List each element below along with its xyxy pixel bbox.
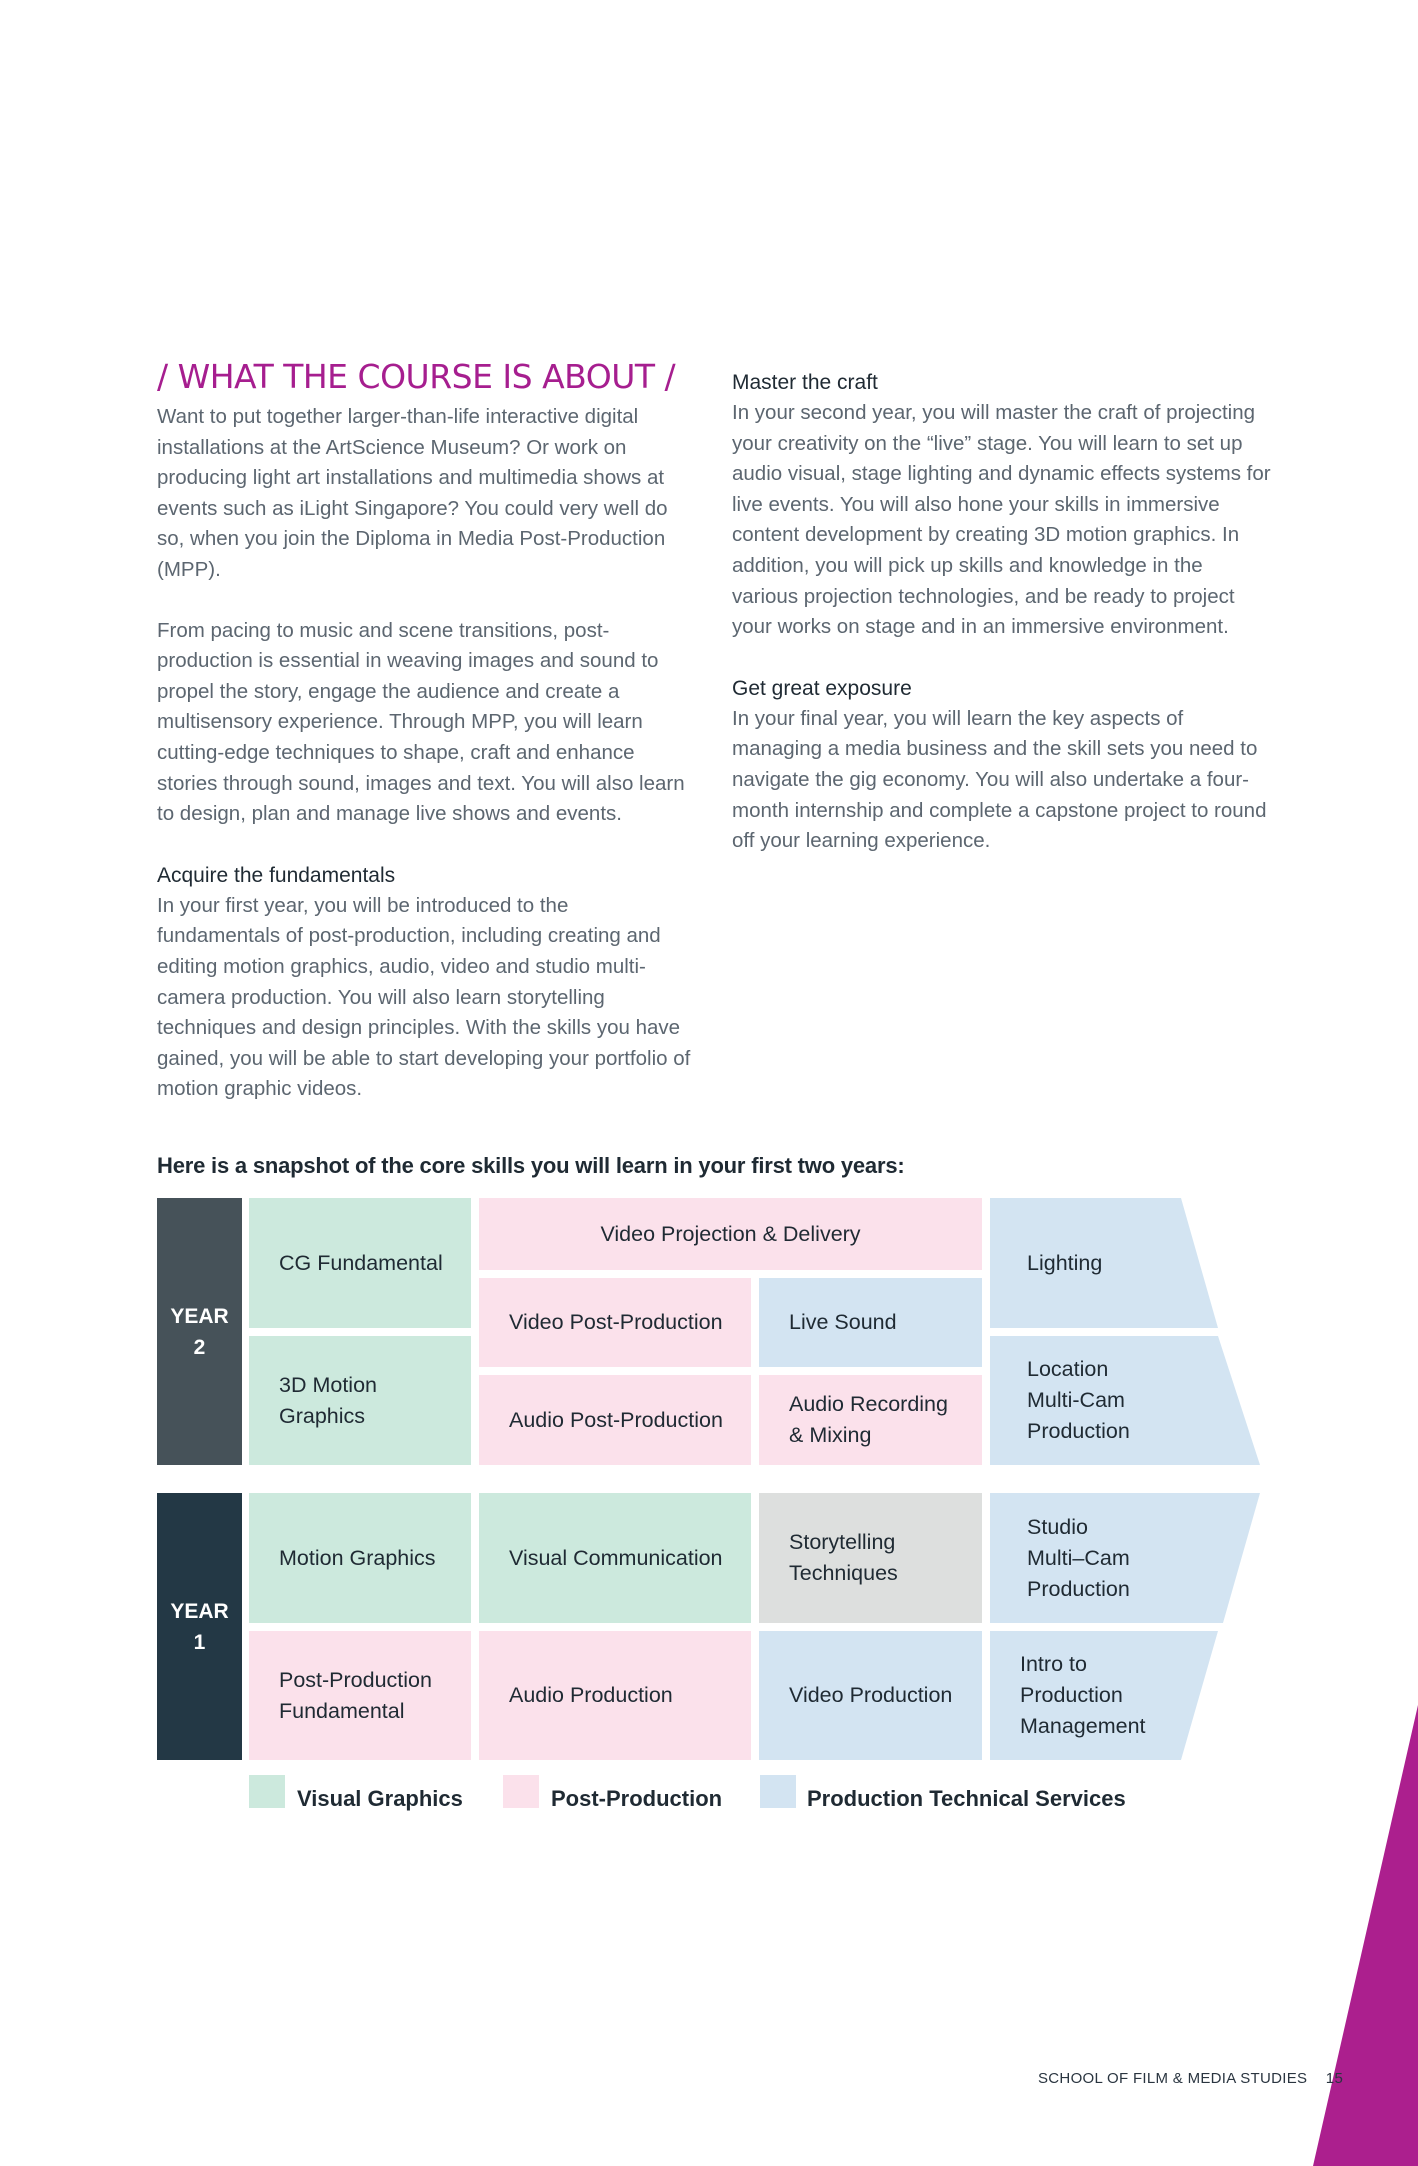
footer-school-name: SCHOOL OF FILM & MEDIA STUDIES xyxy=(1038,2070,1308,2087)
skill-audio-recording-line1: Audio Recording xyxy=(789,1392,948,1416)
legend-label-post-production: Post-Production xyxy=(551,1786,723,1811)
skill-intro-line3: Management xyxy=(1020,1714,1146,1738)
skill-studio-multicam xyxy=(1007,1493,1207,1623)
skill-audio-recording-mixing xyxy=(759,1375,982,1465)
skill-audio-production-label: Audio Production xyxy=(509,1683,673,1707)
skill-video-production-label: Video Production xyxy=(789,1683,953,1707)
skill-lighting xyxy=(1007,1198,1187,1328)
page-number: 15 xyxy=(1325,2070,1344,2087)
skill-location-line2: Multi-Cam xyxy=(1027,1388,1125,1412)
skills-heading: Here is a snapshot of the core skills you will learn in your first two years: xyxy=(157,1153,905,1178)
page-title: / WHAT THE COURSE IS ABOUT / xyxy=(157,357,676,396)
section-body-craft: In your second year, you will master the craft of projecting your creativity on the “live” stage. You will learn to set up audio visual, stage lighting and dynamic effects systems for live events. You will also hone your skills in immersive content development by creating 3D motion graphics. In addition, you will pick up skills and knowledge in the various projection technologies, and be ready to project your works on stage and in an immersive environment. xyxy=(732,401,1271,639)
skill-audio-recording-line2: & Mixing xyxy=(789,1423,872,1447)
intro-paragraph-2: From pacing to music and scene transitions, post-production is essential in weaving images and sound to propel the story, engage the audience and create a multisensory experience. Through MPP, you will learn cutting-edge techniques to shape, craft and enhance stories through sound, images and text. You will also learn to design, plan and manage live shows and events. xyxy=(157,618,685,826)
skill-live-sound-label: Live Sound xyxy=(789,1310,897,1334)
skill-video-projection-delivery xyxy=(479,1198,982,1270)
skill-intro-line1: Intro to xyxy=(1020,1652,1087,1676)
skill-intro-line2: Production xyxy=(1020,1683,1123,1707)
legend-swatch-production-technical xyxy=(760,1775,796,1808)
skill-visual-communication xyxy=(479,1493,751,1623)
skill-motion-graphics xyxy=(249,1493,471,1623)
year-2-label-line2: 2 xyxy=(193,1335,206,1359)
skill-ppf-line1: Post-Production xyxy=(279,1667,432,1692)
section-heading-exposure: Get great exposure xyxy=(732,676,912,700)
skill-video-projection-label: Video Projection & Delivery xyxy=(600,1221,861,1246)
legend-label-visual-graphics: Visual Graphics xyxy=(297,1786,463,1811)
skill-storytelling-techniques xyxy=(759,1493,982,1623)
section-heading-craft: Master the craft xyxy=(732,371,878,394)
intro-paragraph-1: Want to put together larger-than-life interactive digital installations at the ArtScience Museum? Or work on producing light art installations and multimedia shows at events such as iLight Singapore? You could very well do so, when you join the Diploma in Media Post-Production (MPP). xyxy=(157,405,668,581)
corner-accent-triangle xyxy=(1313,1705,1418,2166)
skill-lighting-label: Lighting xyxy=(1027,1250,1103,1275)
footer xyxy=(1038,2070,1343,2087)
skill-location-line1: Location xyxy=(1027,1357,1109,1381)
legend-label-production-technical: Production Technical Services xyxy=(807,1786,1126,1811)
legend-swatch-post-production xyxy=(503,1775,539,1808)
skill-location-multicam xyxy=(1007,1336,1207,1465)
section-body-fundamentals: In your first year, you will be introduced to the fundamentals of post-production, including creating and editing motion graphics, audio, video and studio multi-camera production. You will also learn storytelling techniques and design principles. With the skills you have gained, you will be able to start developing your portfolio of motion graphic videos. xyxy=(157,893,691,1101)
skill-storytelling-line1: Storytelling xyxy=(789,1530,896,1554)
skill-video-post-production xyxy=(479,1278,751,1367)
skill-post-production-fundamental xyxy=(249,1631,471,1760)
skill-intro-production-management xyxy=(1000,1631,1190,1760)
skill-video-post-label: Video Post-Production xyxy=(509,1310,723,1334)
legend-swatch-visual-graphics xyxy=(249,1775,285,1808)
skill-storytelling-line2: Techniques xyxy=(789,1561,898,1585)
skill-studio-line2: Multi–Cam xyxy=(1027,1545,1130,1570)
section-heading-fundamentals: Acquire the fundamentals xyxy=(157,863,396,887)
year-1-label xyxy=(157,1493,242,1760)
skill-3d-motion-graphics xyxy=(249,1336,471,1465)
skill-audio-post-label: Audio Post-Production xyxy=(509,1407,723,1432)
skill-cg-fundamental-label: CG Fundamental xyxy=(279,1250,443,1275)
skill-3d-motion-line1: 3D Motion xyxy=(279,1372,377,1397)
skill-audio-post-production xyxy=(479,1375,751,1465)
skill-3d-motion-line2: Graphics xyxy=(279,1403,366,1428)
skill-live-sound xyxy=(759,1278,982,1367)
skill-ppf-line2: Fundamental xyxy=(279,1698,405,1723)
year-1-label-line1: YEAR xyxy=(170,1599,229,1623)
skill-video-production xyxy=(759,1631,982,1760)
skill-studio-line3: Production xyxy=(1027,1576,1130,1601)
skill-audio-production xyxy=(479,1631,751,1760)
skill-visual-communication-label: Visual Communication xyxy=(509,1545,723,1570)
year-1-label-line2: 1 xyxy=(193,1630,206,1654)
skill-studio-line1: Studio xyxy=(1027,1514,1088,1539)
section-body-exposure: In your final year, you will learn the key aspects of managing a media business and the skill sets you need to navigate the gig economy. You will also undertake a four-month internship and complete a capstone project to round off your learning experience. xyxy=(732,706,1267,853)
year-2-label xyxy=(157,1198,242,1465)
skill-cg-fundamental xyxy=(249,1198,471,1328)
skill-location-line3: Production xyxy=(1027,1419,1130,1443)
skill-motion-graphics-label: Motion Graphics xyxy=(279,1545,436,1570)
year-2-label-line1: YEAR xyxy=(170,1304,229,1328)
